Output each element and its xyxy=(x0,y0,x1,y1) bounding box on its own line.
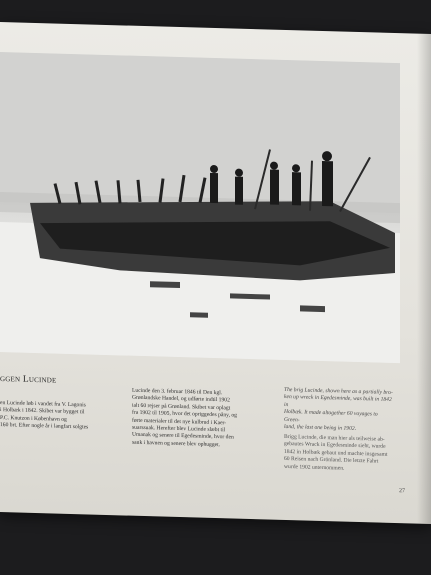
shipwreck-illustration xyxy=(0,52,400,363)
text-column-right-english: The brig Lucinde, shown here as a partially bro- ken up wreck in Egedesminde, was built in 1842 in Holbæk. It made altogether 60 voyages to Green- land, the last one being in 1902. xyxy=(284,386,393,432)
page-number: 27 xyxy=(399,488,405,495)
page-edge-shadow xyxy=(417,34,431,524)
shipwreck-photo xyxy=(0,52,400,363)
book-page xyxy=(0,22,431,524)
text-column-left: en Lucinde løb i vandet fra V. Lagonis i Holbæk i 1842. Skibet var bygget til P.C. Knutzon i København og 160 brt. Efter nogle år i langfart solgtes xyxy=(0,400,89,431)
text-column-right-german: Brigg Lucinde, die man hier als teilweise ab- gebautes Wrack in Egedesminde sieht, wurde 1842 in Holbæk gebaut und machte insgesamt 60 Reisen nach Grönland. Die letzte Fahrt wurde 1902 unternommen. xyxy=(284,433,388,472)
text-column-middle: Lucinde den 3. februar 1846 til Den kgl. Grønlandske Handel, og udførte indtil 1902 ialt 60 rejser på Grønland. Skibet var oplagt fra 1902 til 1905, hvor det opriggedes påny, og førte materialer til det nye kulbrud i Kaer- suarssuak. Herefter blev Lucinde slæbt til Umanak og senere til Egedesminde, hvor den sank i havnen og senere blev ophugget. xyxy=(132,387,237,448)
photo-caption-title: ggen Lucinde xyxy=(0,374,57,386)
